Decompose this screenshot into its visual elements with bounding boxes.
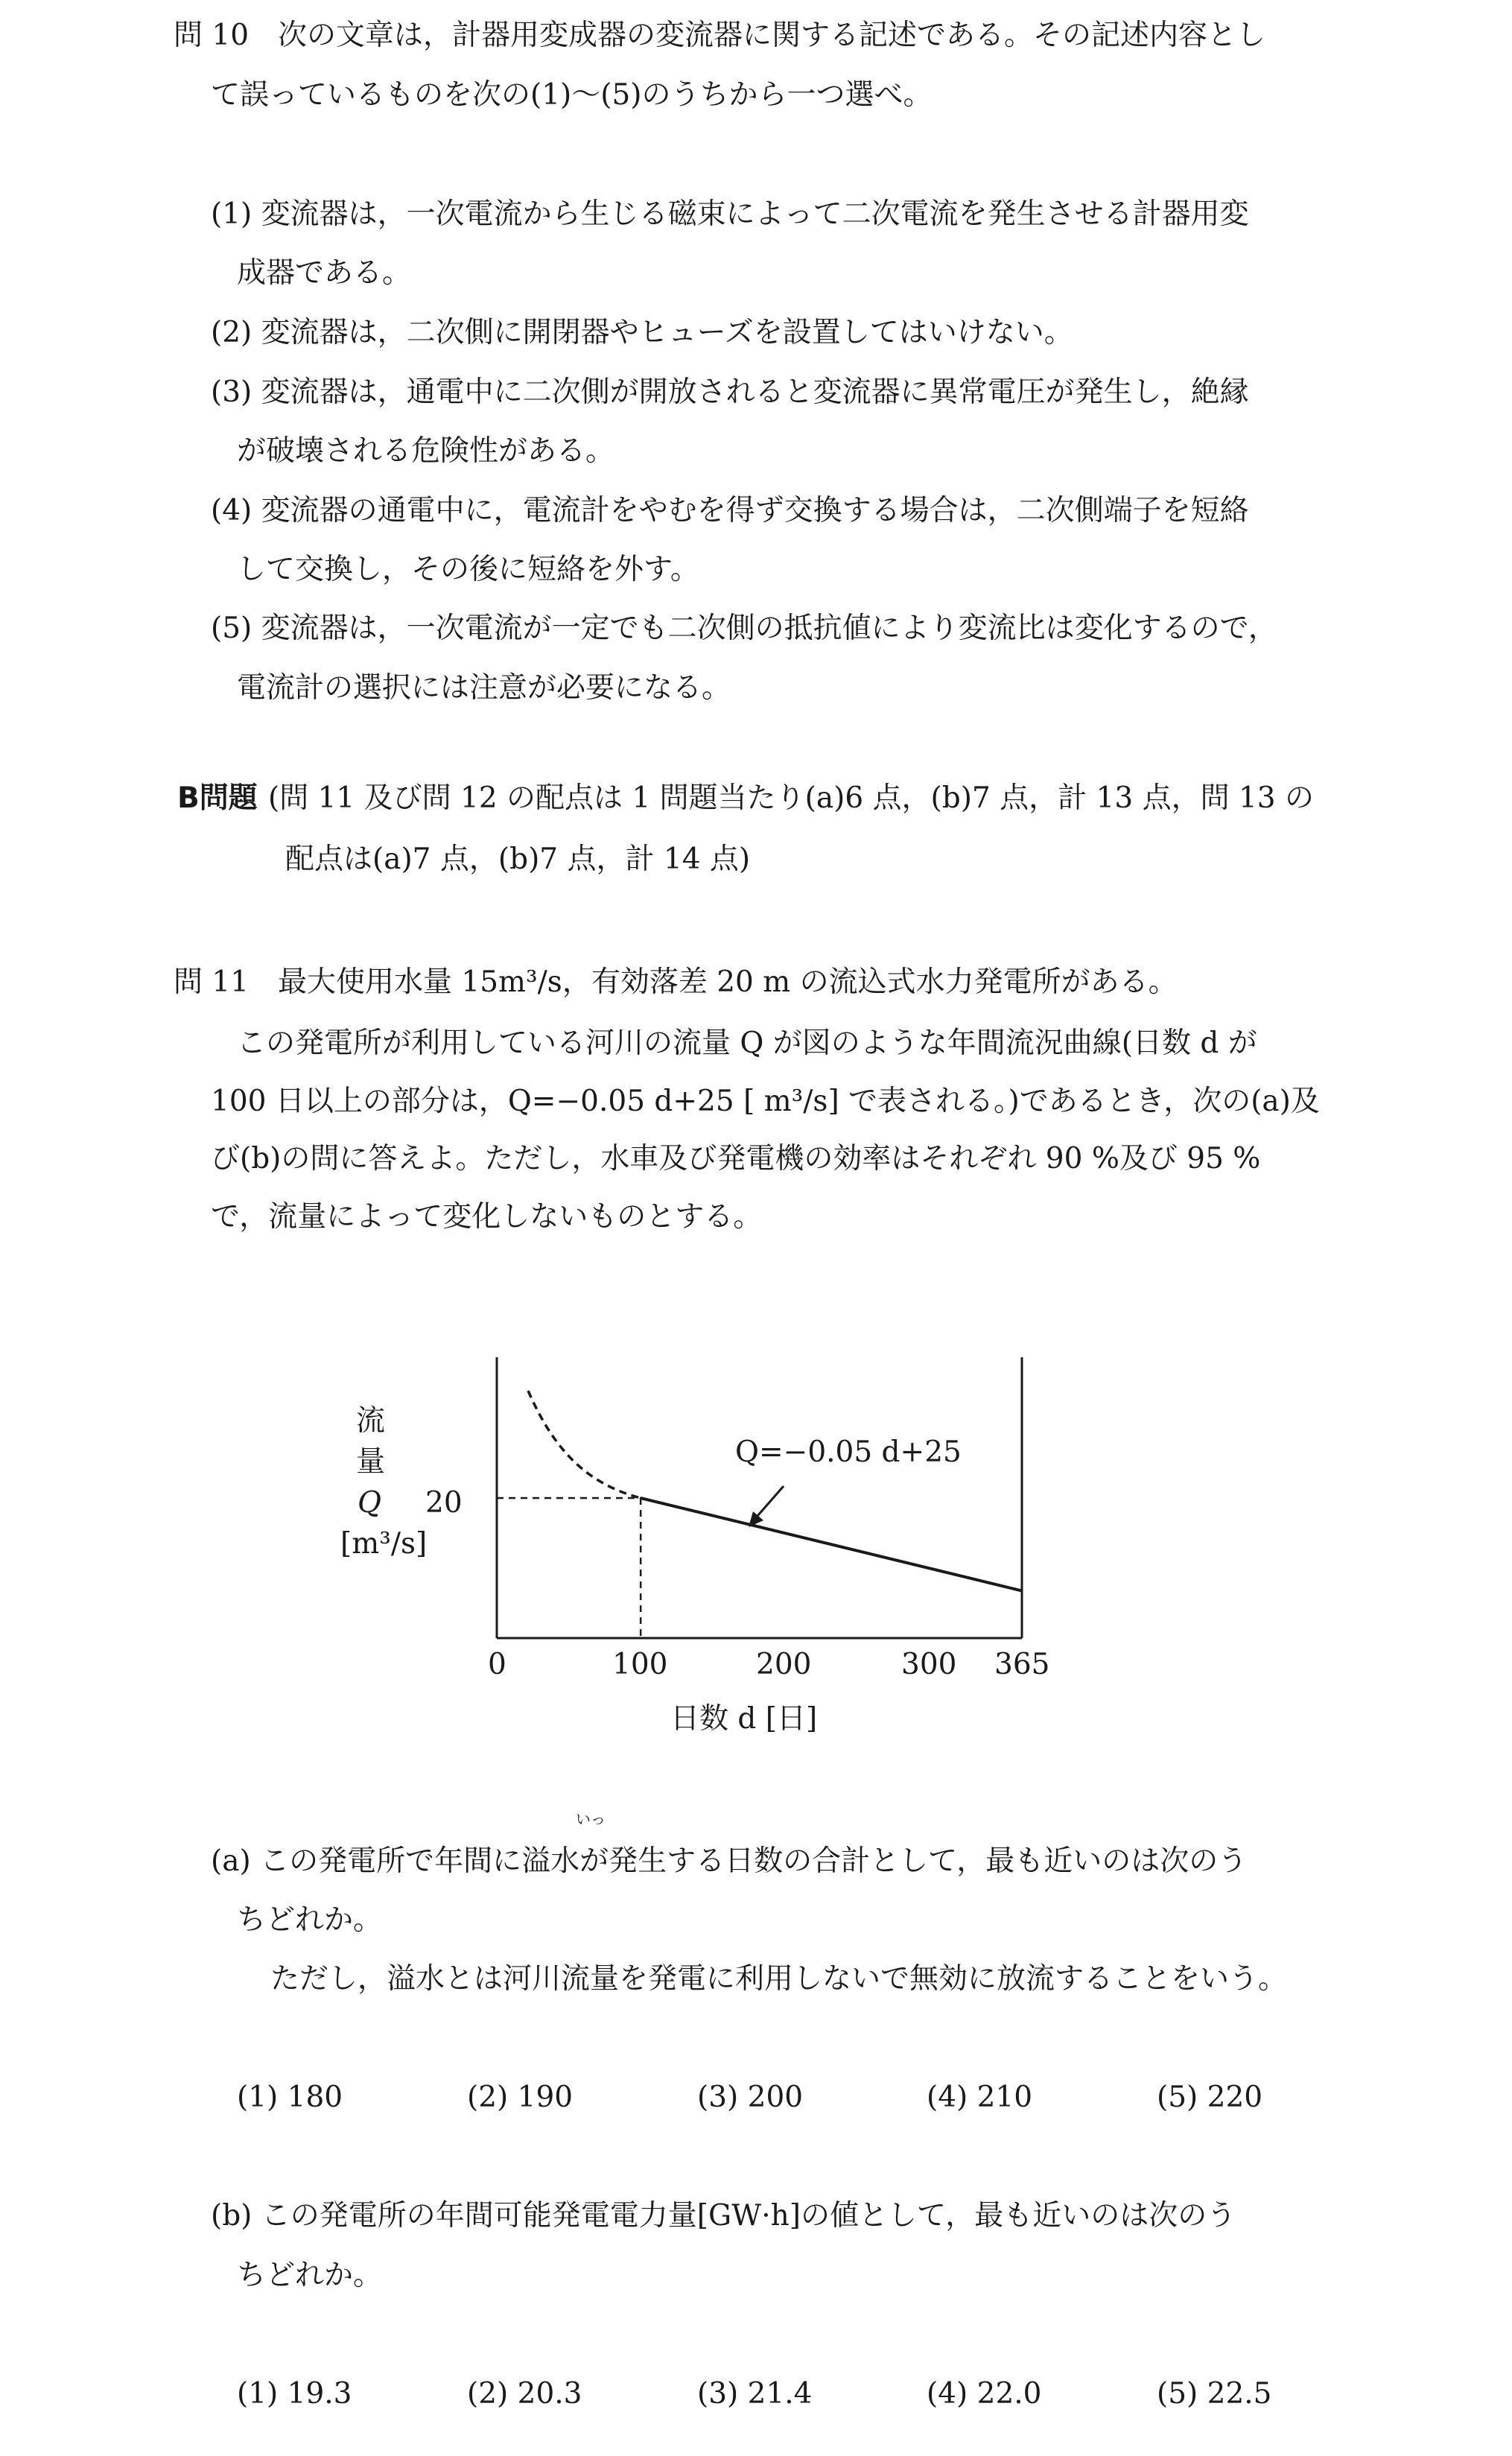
y-tick-20: 20 [425, 1486, 463, 1520]
q10-option-4-line2: して交換し，その後に短絡を外す。 [237, 553, 699, 586]
qb-stem-line2: ちどれか。 [237, 2259, 383, 2292]
q11-stem-line1: 問 11 最大使用水量 15m³/s，有効落差 20 m の流込式水力発電所がある。 [174, 965, 1178, 999]
section-b-scoring-line1: (問 11 及び問 12 の配点は 1 問題当たり(a)6 点，(b)7 点，計 13 点，問 13 の [268, 781, 1315, 815]
qb-choice-1[interactable]: (1) 19.3 [237, 2377, 352, 2411]
y-label-char-1: 流 [356, 1404, 386, 1438]
y-label-unit: [m³/s] [340, 1527, 428, 1561]
qa-stem-line3: ただし，溢水とは河川流量を発電に利用しないで無効に放流することをいう。 [270, 1962, 1288, 1996]
qa-stem-line2: ちどれか。 [237, 1903, 383, 1937]
y-label-char-2: 量 [356, 1445, 386, 1479]
qa-furigana: いっ [576, 1810, 606, 1828]
qa-choice-5[interactable]: (5) 220 [1157, 2081, 1263, 2114]
qb-choice-3[interactable]: (3) 21.4 [697, 2377, 813, 2411]
q11-stem-line4: び(b)の問に答えよ。ただし，水車及び発電機の効率はそれぞれ 90 %及び 95 % [211, 1142, 1261, 1175]
q10-option-1-line2: 成器である。 [237, 256, 412, 290]
x-tick-300: 300 [901, 1648, 957, 1681]
qb-choice-2[interactable]: (2) 20.3 [467, 2377, 582, 2411]
q10-stem-line1: 問 10 次の文章は，計器用変成器の変流器に関する記述である。その記述内容とし [174, 19, 1266, 52]
curve-equation-label: Q=−0.05 d+25 [735, 1435, 962, 1469]
x-tick-365: 365 [994, 1648, 1050, 1681]
q11-stem-line3: 100 日以上の部分は，Q=−0.05 d+25 [ m³/s] で表される。)であるとき，次の(a)及 [211, 1085, 1320, 1118]
annotation-arrow-shaft [752, 1486, 784, 1522]
qb-stem-line1: (b) この発電所の年間可能発電電力量[GW·h]の値として，最も近いのは次のう [211, 2199, 1236, 2233]
q10-option-5-line2: 電流計の選択には注意が必要になる。 [237, 671, 731, 705]
qa-choice-2[interactable]: (2) 190 [467, 2081, 574, 2114]
section-b-scoring-line2: 配点は(a)7 点，(b)7 点，計 14 点) [285, 843, 751, 876]
qa-stem-line1: (a) この発電所で年間に溢水が発生する日数の合計として，最も近いのは次のう [211, 1844, 1248, 1878]
q10-stem-line2: て誤っているものを次の(1)〜(5)のうちから一つ選べ。 [211, 78, 933, 112]
q10-option-3-line2: が破壊される危険性がある。 [237, 434, 615, 468]
section-b-label: B問題 [177, 781, 258, 815]
qa-choice-3[interactable]: (3) 200 [697, 2081, 804, 2114]
q11-stem-line2: この発電所が利用している河川の流量 Q が図のような年間流況曲線(日数 d が [237, 1026, 1257, 1060]
q11-stem-line5: で，流量によって変化しないものとする。 [211, 1200, 763, 1234]
q10-option-3-line1[interactable]: (3) 変流器は，通電中に二次側が開放されると変流器に異常電圧が発生し，絶縁 [211, 375, 1249, 409]
qa-choice-4[interactable]: (4) 210 [927, 2081, 1033, 2114]
x-axis-label: 日数 d [日] [670, 1702, 818, 1736]
x-tick-0: 0 [488, 1648, 506, 1681]
series-dashed-curve [528, 1391, 641, 1498]
series-solid-line [641, 1498, 1022, 1591]
qb-choice-4[interactable]: (4) 22.0 [927, 2377, 1042, 2411]
qb-choice-5[interactable]: (5) 22.5 [1157, 2377, 1272, 2411]
y-label-char-3: Q [358, 1486, 381, 1520]
qa-choice-1[interactable]: (1) 180 [237, 2081, 343, 2114]
annotation-arrow-head [749, 1511, 763, 1527]
x-tick-200: 200 [756, 1648, 812, 1681]
q10-option-2[interactable]: (2) 変流器は，二次側に開閉器やヒューズを設置してはいけない。 [211, 316, 1073, 349]
q10-option-1-line1[interactable]: (1) 変流器は，一次電流から生じる磁束によって二次電流を発生させる計器用変 [211, 197, 1249, 231]
q10-option-4-line1[interactable]: (4) 変流器の通電中に，電流計をやむを得ず交換する場合は，二次側端子を短絡 [211, 494, 1249, 527]
x-tick-100: 100 [612, 1648, 668, 1681]
q10-option-5-line1[interactable]: (5) 変流器は，一次電流が一定でも二次側の抵抗値により変流比は変化するので， [211, 612, 1277, 645]
